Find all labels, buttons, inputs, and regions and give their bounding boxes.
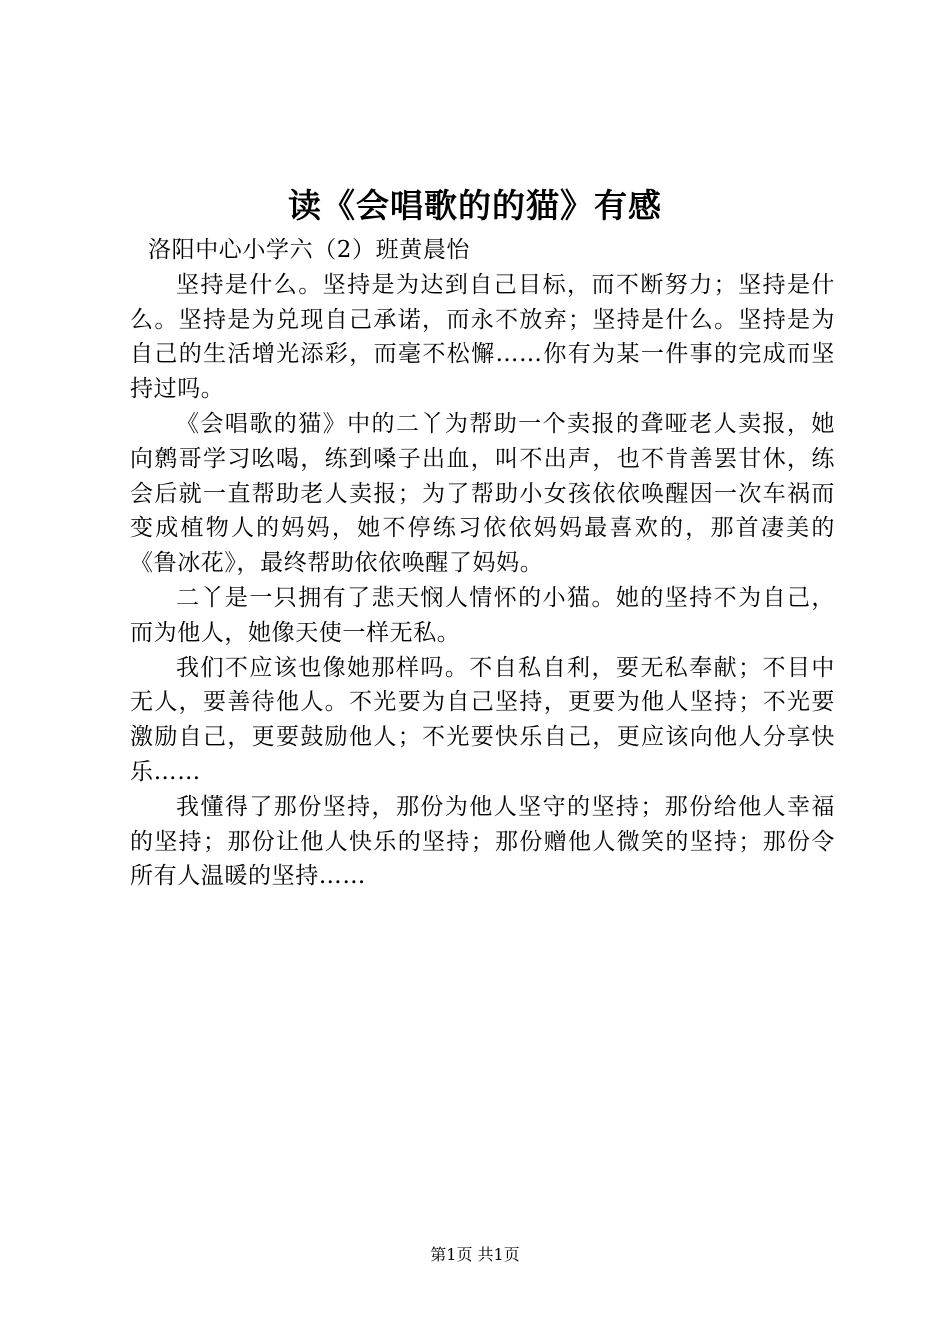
paragraph-3: 二丫是一只拥有了悲天悯人情怀的小猫。她的坚持不为自己，而为他人，她像天使一样无私。 — [130, 584, 835, 646]
author-line: 洛阳中心小学六（2）班黄晨怡 — [148, 237, 471, 263]
document-title: 读《会唱歌的的猫》有感 — [288, 186, 662, 225]
paragraph-1: 坚持是什么。坚持是为达到自己目标，而不断努力；坚持是什么。坚持是为兑现自己承诺，而永不放弃；坚持是什么。坚持是为自己的生活增光添彩，而毫不松懈……你有为某一件事的完成而坚持过吗。 — [130, 271, 835, 403]
paragraph-5: 我懂得了那份坚持，那份为他人坚守的坚持；那份给他人幸福的坚持；那份让他人快乐的坚持；那份赠他人微笑的坚持；那份令所有人温暖的坚持…… — [130, 793, 835, 890]
paragraph-2: 《会唱歌的猫》中的二丫为帮助一个卖报的聋哑老人卖报，她向鹩哥学习吆喝，练到嗓子出血，叫不出声，也不肯善罢甘休，练会后就一直帮助老人卖报；为了帮助小女孩依依唤醒因一次车祸而变成植物人的妈妈，她不停练习依依妈妈最喜欢的，那首凄美的《鲁冰花》，最终帮助依依唤醒了妈妈。 — [130, 410, 835, 577]
page-footer: 第1页 共1页 — [430, 1245, 520, 1264]
paragraph-4: 我们不应该也像她那样吗。不自私自利，要无私奉献；不目中无人，要善待他人。不光要为自己坚持，更要为他人坚持；不光要激励自己，更要鼓励他人；不光要快乐自己，更应该向他人分享快乐…… — [130, 654, 835, 785]
document-body — [130, 233, 835, 894]
